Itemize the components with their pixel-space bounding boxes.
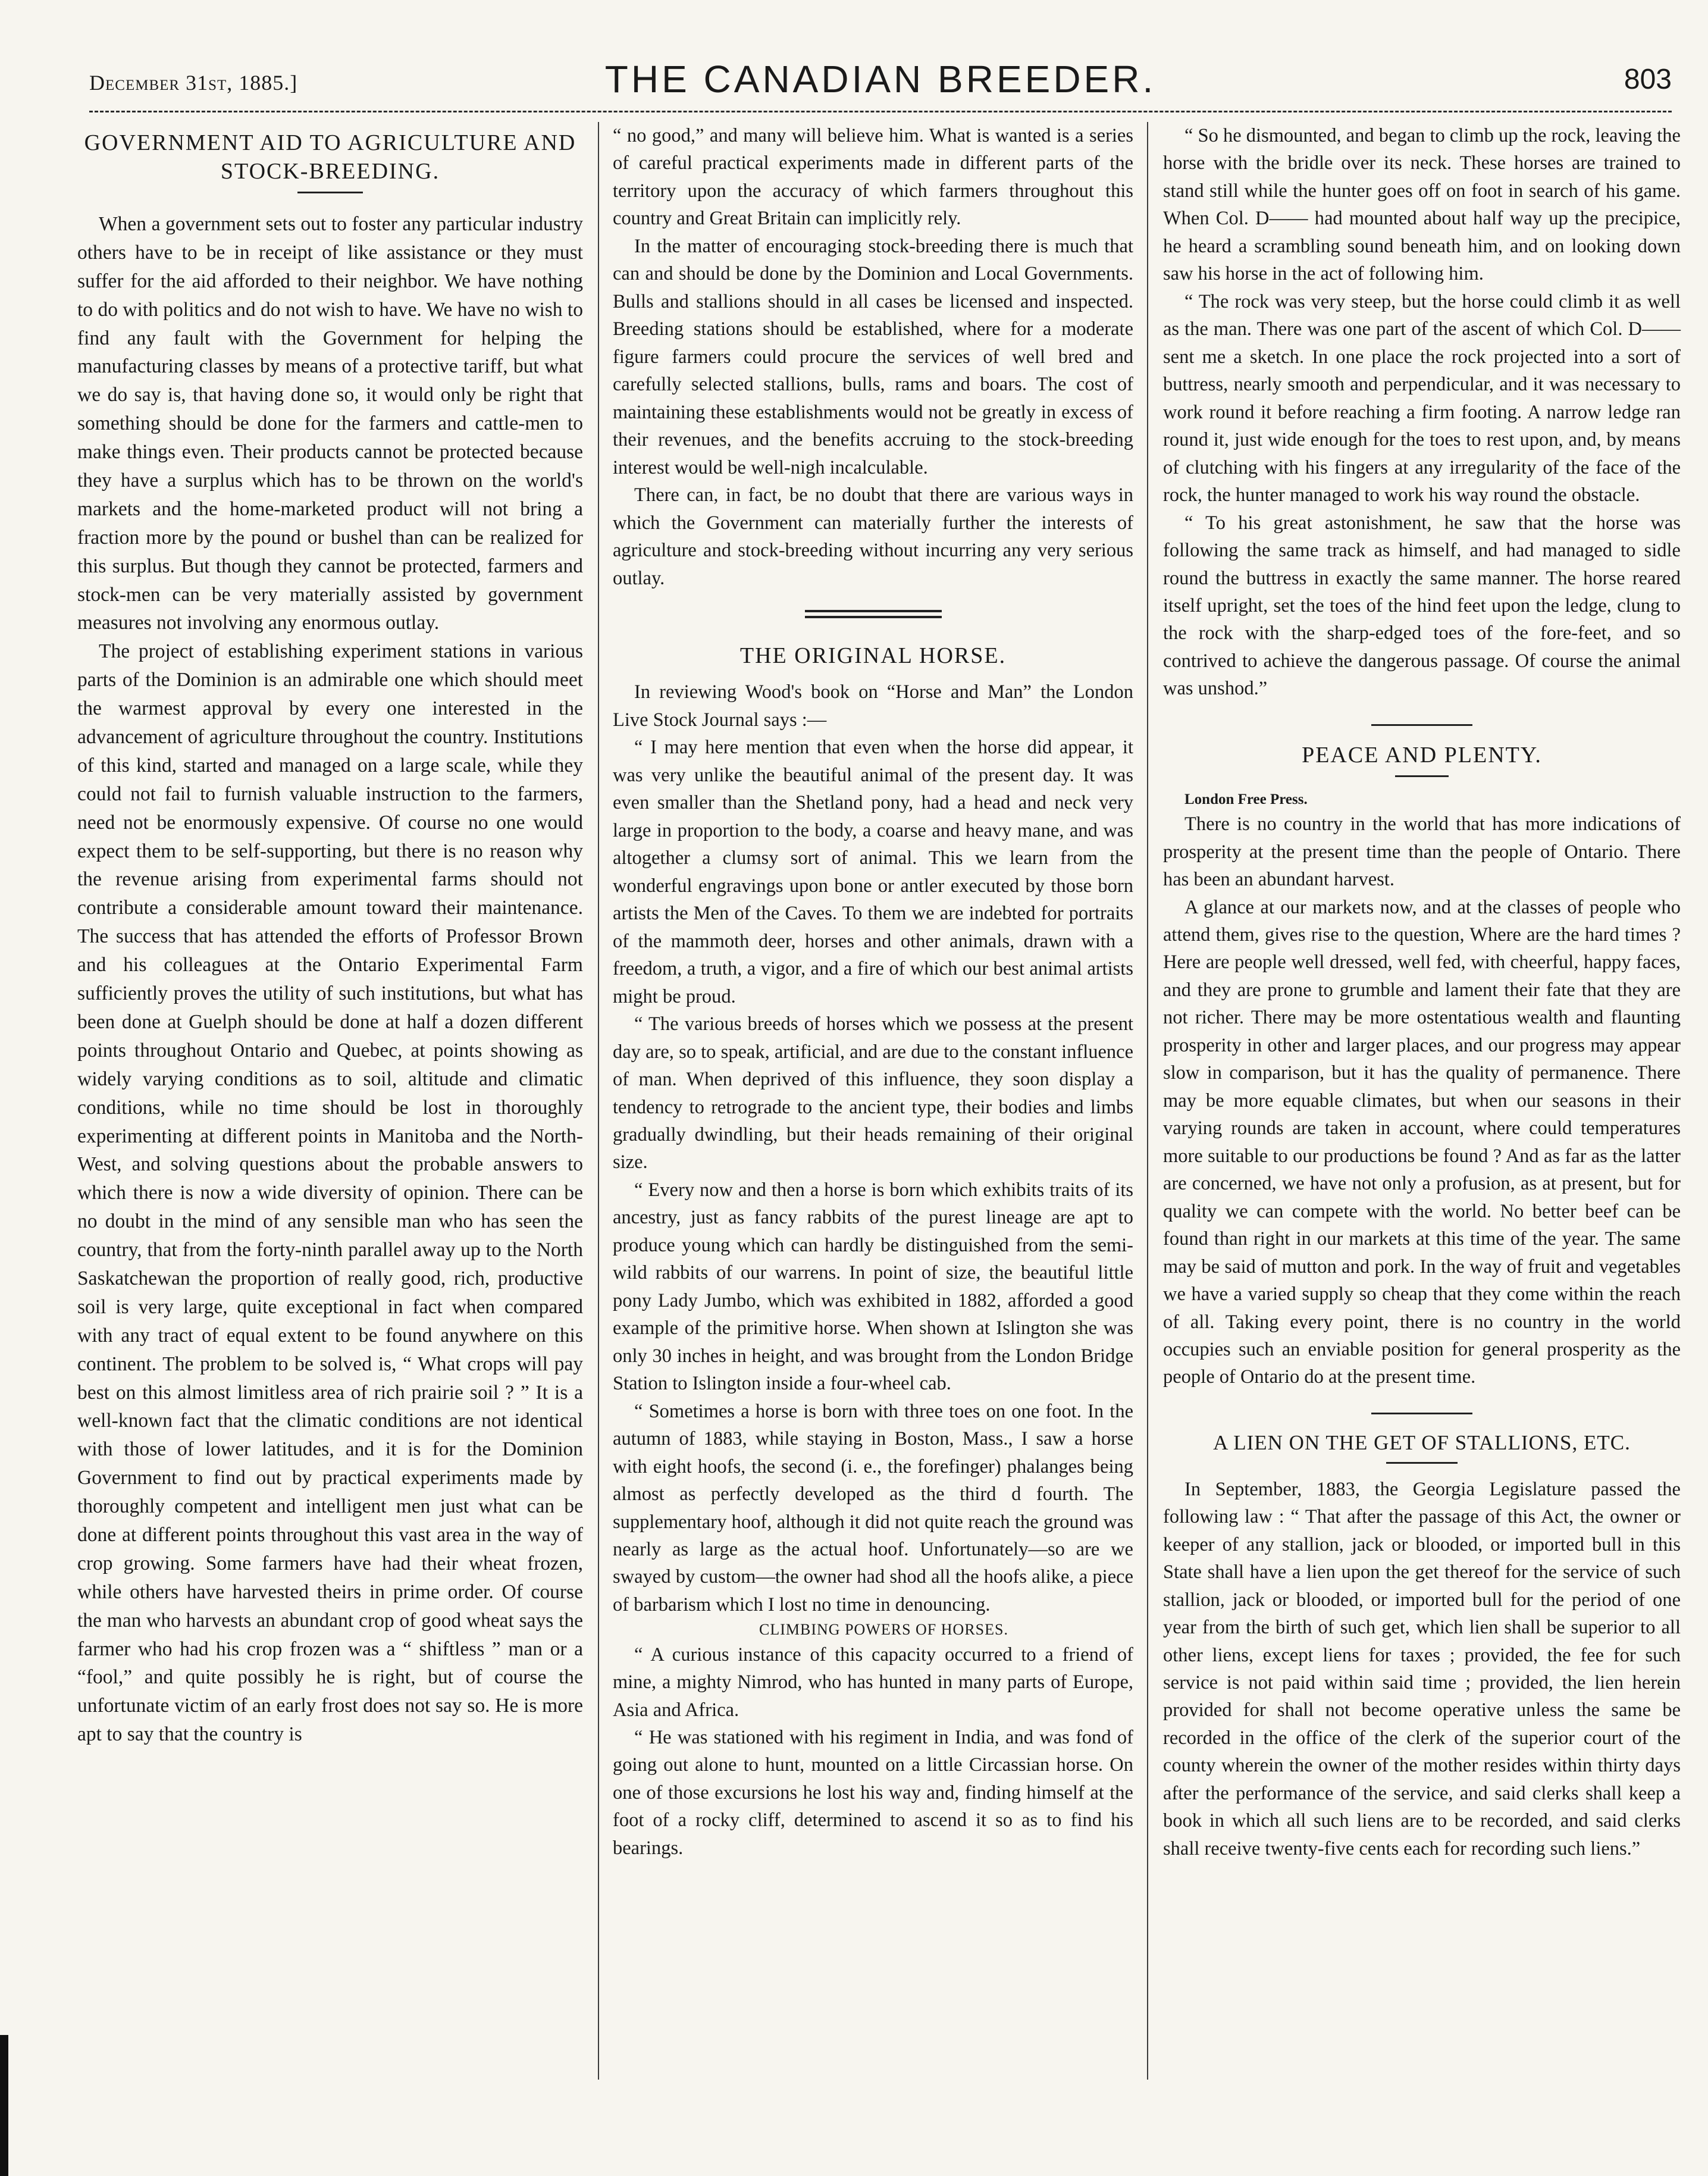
- article-paragraph: There is no country in the world that has more indications of prosperity at the present time than the people of Ontario. There has been an abundant harvest.: [1163, 813, 1681, 891]
- article-paragraph: “ Sometimes a horse is born with three toes on one foot. In the autumn of 1883, while staying in Boston, Mass., I saw a horse with eight hoofs, the second (i. e., the forefinger) phalanges being almost as perfectly developed as the third d fourth. The supplementary hoof, although it did not quite reach the ground was nearly as large as the actual hoof. Unfortunately—so are we swayed by custom—the owner had shod all the hoofs alike, a piece of barbarism which I lost no time in denouncing.: [613, 1400, 1133, 1615]
- article-paragraph: “ no good,” and many will believe him. What is wanted is a series of careful practical experiments made in different parts of the territory upon the accuracy of which farmers throughout this country and Great Britain can implicitly rely.: [613, 125, 1133, 230]
- column-divider: [598, 122, 599, 2080]
- article-paragraph: “ The rock was very steep, but the horse could climb it as well as the man. There was one part of the ascent of which Col. D——sent me a sketch. In one place the rock projected into a sort of buttress, nearly smooth and perpendicular, and it was necessary to work round it before reaching a firm footing. A narrow ledge ran round it, just wide enough for the toes to rest upon, and, by means of clutching with his fingers at any irregularity of the face of the rock, the hunter managed to work his way round the obstacle.: [1163, 290, 1681, 506]
- article-title-government-aid: GOVERNMENT AID TO AGRICULTURE AND STOCK-BREEDING.: [84, 130, 576, 184]
- section-divider: [1371, 724, 1472, 726]
- article-paragraph: “ To his great astonishment, he saw that the horse was following the same track as himself, and had managed to sidle round the buttress in exactly the same manner. The horse reared itself upright, set the toes of the hind feet upon the ledge, clung to the rock with the sharp-edged toes of the fore-feet, and so contrived to achieve the dangerous passage. Of course the animal was unshod.”: [1163, 512, 1681, 700]
- source-credit: London Free Press.: [1184, 791, 1308, 808]
- article-title-original-horse: THE ORIGINAL HORSE.: [739, 643, 1007, 668]
- article-paragraph: “ The various breeds of horses which we possess at the present day are, so to speak, artificial, and are due to the constant influence of man. When deprived of this influence, they soon display a tendency to retrograde to the ancient type, their bodies and limbs gradually dwindling, but their heads remaining of their original size.: [613, 1013, 1133, 1173]
- article-paragraph: A glance at our markets now, and at the classes of people who attend them, gives rise to the question, Where are the hard times ? Here are people well dressed, well fed, with cheerful, happy faces, and they are prone to grumble and lament their fate that they are not richer. There may be more ostentatious wealth and flaunting prosperity in other and larger places, and our progress may appear slow in comparison, but it has the quality of permanence. There may be more equable climates, but when our seasons in their varying rounds are taken in account, where could temperatures more suitable to our productions be found ? And as far as the latter are concerned, we have not only a profusion, as at present, but for quality we can compete with the world. No better beef can be found than right in our markets at this time of the year. The same may be said of mutton and pork. In the way of fruit and vegetables we have a varied supply so cheap that they come within the reach of all. Taking every point, there is no country in the world occupies such an enviable position for general prosperity as the people of Ontario do at the present time.: [1163, 896, 1681, 1388]
- newspaper-title: THE CANADIAN BREEDER.: [604, 58, 1157, 101]
- section-divider: [805, 610, 942, 618]
- article-paragraph: “ A curious instance of this capacity occurred to a friend of mine, a mighty Nimrod, who has hunted in many parts of Europe, Asia and Africa.: [613, 1643, 1133, 1721]
- section-divider: [1371, 1413, 1472, 1414]
- article-paragraph: There can, in fact, be no doubt that there are various ways in which the Government can materially further the interests of agriculture and stock-breeding without incurring any very serious outlay.: [613, 484, 1133, 589]
- article-paragraph: “ I may here mention that even when the horse did appear, it was very unlike the beautiful animal of the present day. It was even smaller than the Shetland pony, had a head and neck very large in proportion to the body, a coarse and heavy mane, and was altogether a clumsy sort of animal. This we learn from the wonderful engravings upon bone or antler executed by those born artists the Men of the Caves. To them we are indebted for portraits of the mammoth deer, horses and other animals, drawn with a freedom, a truth, a vigor, and a fire of which our best animal artists might be proud.: [613, 737, 1133, 1007]
- column-1: [77, 122, 583, 1749]
- article-paragraph: When a government sets out to foster any particular industry others have to be in receipt of like assistance or they must suffer for the aid afforded to their neighbor. We have nothing to do with politics and do not wish to have. We have no wish to find any fault with the Government for helping the manufacturing classes by means of a protective tariff, but what we do say is, that having done so, it would only be right that something should be done for the farmers and cattle-men to make things even. Their products cannot be protected because they have a surplus which has to be thrown on the world's markets and the home-marketed product will not bring a fraction more by the pound or bushel than can be realized for this surplus. But though they cannot be protected, farmers and stock-men can be very materially assisted by government measures not involving any enormous outlay.: [77, 213, 583, 634]
- article-title-lien: A LIEN ON THE GET OF STALLIONS, ETC.: [1213, 1430, 1631, 1454]
- page-number: 803: [1624, 64, 1672, 95]
- subheading: CLIMBING POWERS OF HORSES.: [759, 1621, 1008, 1639]
- article-paragraph: In reviewing Wood's book on “Horse and Man” the London Live Stock Journal says :—: [613, 681, 1133, 731]
- issue-date: December 31st, 1885.]: [89, 71, 298, 95]
- column-2: [613, 122, 1133, 1862]
- page-header: [89, 52, 1672, 106]
- article-paragraph: “ He was stationed with his regiment in India, and was fond of going out alone to hunt, mounted on a little Circassian horse. On one of those excursions he lost his way and, finding himself at the foot of a rocky cliff, determined to ascend it so as to find his bearings.: [613, 1726, 1133, 1859]
- title-rule: [1395, 775, 1449, 777]
- article-paragraph: The project of establishing experiment stations in various parts of the Dominion is an admirable one which should meet the warmest approval by every one interested in the advancement of agriculture throughout the country. Institutions of this kind, started and managed on a large scale, while they could not fail to furnish valuable instruction to the farmers, need not be enormously expensive. Of course no one would expect them to be self-supporting, but there is no reason why the revenue arising from experimental farms should not contribute a considerable amount toward their maintenance. The success that has attended the efforts of Professor Brown and his colleagues at the Ontario Experimental Farm sufficiently proves the utility of such institutions, but what has been done at Guelph should be done at half a dozen different points throughout Ontario and Quebec, at points showing as widely varying conditions as to soil, altitude and climatic conditions, while no time should be lost in thoroughly experimenting at different points in Manitoba and the North-West, and solving questions about the probable answers to which there is now a wide diversity of opinion. There can be no doubt in the mind of any sensible man who has seen the country, that from the forty-ninth parallel away up to the North Saskatchewan the proportion of really good, rich, productive soil is very large, quite exceptional in fact when compared with any tract of equal extent to be found anywhere on this continent. The problem to be solved is, “ What crops will pay best on this almost limitless area of rich prairie soil ? ” It is a well-known fact that the climatic conditions are not identical with those of lower latitudes, and it is for the Dominion Government to find out by practical experiments made by thoroughly competent and intelligent men just what can be done at different points throughout this vast area in the way of crop growing. Some farmers have had their wheat frozen, while others have harvested theirs in prime order. Of course the man who harvests an abundant crop of good wheat says the farmer who had his crop frozen was a “ shiftless ” man or a “fool,” and quite possibly he is right, but of course the unfortunate victim of an early frost does not say so. He is more apt to say that the country is: [77, 640, 583, 1746]
- title-rule: [297, 192, 363, 193]
- binding-edge-mark: [0, 2035, 8, 2176]
- article-paragraph: “ So he dismounted, and began to climb up the rock, leaving the horse with the bridle over its neck. These horses are trained to stand still while the hunter goes off on foot in search of his game. When Col. D—— had mounted about half way up the precipice, he heard a scrambling sound beneath him, and on looking down saw his horse in the act of following him.: [1163, 125, 1681, 285]
- title-rule: [1386, 1462, 1458, 1464]
- column-divider: [1147, 122, 1148, 2080]
- header-rule: [89, 111, 1672, 112]
- article-title-peace-plenty: PEACE AND PLENTY.: [1302, 742, 1542, 768]
- article-paragraph: In the matter of encouraging stock-breeding there is much that can and should be done by the Dominion and Local Governments. Bulls and stallions should in all cases be licensed and inspected. Breeding stations should be established, where for a moderate figure farmers could procure the services of well bred and carefully selected stallions, bulls, rams and boars. The cost of maintaining these establishments would not be greatly in excess of their revenues, and the benefits accruing to the stock-breeding interest would be well-nigh incalculable.: [613, 235, 1133, 478]
- column-3: [1163, 122, 1681, 1862]
- article-paragraph: “ Every now and then a horse is born which exhibits traits of its ancestry, just as fancy rabbits of the purest lineage are apt to produce young which can hardly be distinguished from the semi-wild rabbits of our warrens. In point of size, the beautiful little pony Lady Jumbo, which was exhibited in 1882, afforded a good example of the primitive horse. When shown at Islington she was only 30 inches in height, and was brought from the London Bridge Station to Islington inside a four-wheel cab.: [613, 1179, 1133, 1395]
- article-paragraph: In September, 1883, the Georgia Legislature passed the following law : “ That after the passage of this Act, the owner or keeper of any stallion, jack or blooded, or imported bull in this State shall have a lien upon the get thereof for the service of such stallion, jack or blooded, or imported bull for the period of one year from the birth of such get, which lien shall be superior to all other liens, except liens for taxes ; provided, the fee for such service is not paid within said time ; provided, the lien herein provided for shall not become operative unless the same be recorded in the office of the clerk of the superior court of the county wherein the owner of the mother resides within thirty days after the performance of the service, and said clerks shall keep a book in which all such liens are to be recorded, and said clerks shall receive twenty-five cents each for recording such liens.”: [1163, 1478, 1681, 1859]
